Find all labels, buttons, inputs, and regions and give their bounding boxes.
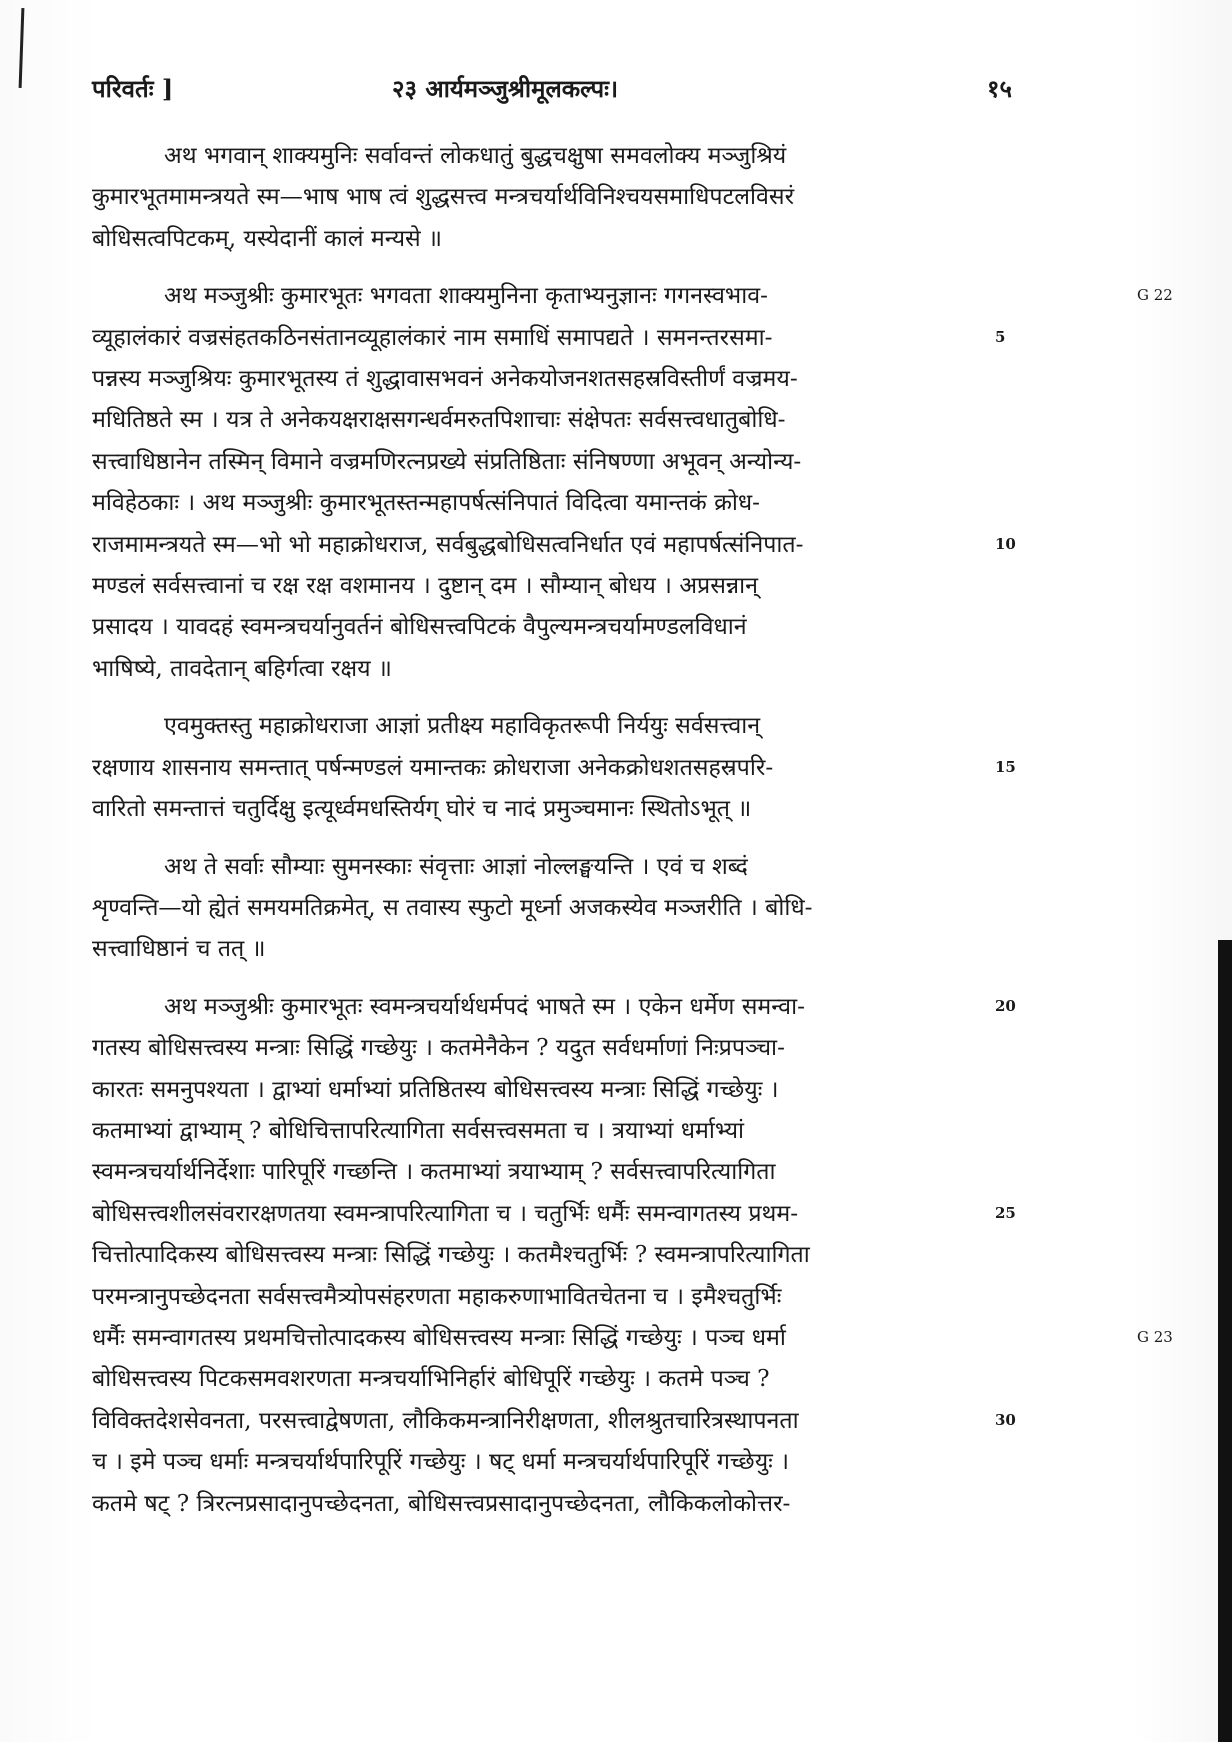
text-line xyxy=(92,1110,992,1151)
line-text: प्रसादय । यावदहं स्वमन्त्रचर्यानुवर्तनं बोधिसत्त्वपिटकं वैपुल्यमन्त्रचर्यामण्डलविधानं xyxy=(92,613,747,641)
line-text: कतमाभ्यां द्वाभ्याम् ? बोधिचित्तापरित्यागिता सर्वसत्त्वसमता च । त्रयाभ्यां धर्माभ्यां xyxy=(92,1116,745,1144)
line-text: राजमामन्त्रयते स्म—भो भो महाक्रोधराज, सर्वबुद्धबोधिसत्वनिर्धात एवं महापर्षत्संनिपात- xyxy=(92,530,804,558)
text-line xyxy=(92,928,992,969)
line-text: बोधिसत्वपिटकम्, यस्येदानीं कालं मन्यसे ॥ xyxy=(92,224,442,252)
paragraph xyxy=(92,986,1173,1524)
margin-reference: G 23 xyxy=(1137,1327,1173,1346)
line-text: व्यूहालंकारं वज्रसंहतकठिनसंतानव्यूहालंकारं नाम समाधिं समापद्यते । समनन्तरसमा- xyxy=(92,323,773,351)
line-text: बोधिसत्त्वशीलसंवरारक्षणतया स्वमन्त्रापरित्यागिता च । चतुर्भिः धर्मैः समन्वागतस्य प्रथम- xyxy=(92,1199,799,1227)
line-text: सत्त्वाधिष्ठानं च तत् ॥ xyxy=(92,935,266,963)
text-line xyxy=(92,317,1006,358)
line-text: भाषिष्ये, तावदेतान् बहिर्गत्वा रक्षय ॥ xyxy=(92,654,392,682)
line-number: 15 xyxy=(995,757,1016,776)
paragraph xyxy=(92,275,1173,689)
text-line xyxy=(92,565,992,606)
line-number: 20 xyxy=(995,996,1016,1015)
line-number: 25 xyxy=(995,1203,1016,1222)
text-line xyxy=(92,648,992,689)
text-line xyxy=(92,218,992,259)
line-text: मधितिष्ठते स्म । यत्र ते अनेकयक्षराक्षसगन्धर्वमरुतपिशाचाः संक्षेपतः सर्वसत्त्वधातुबोधि- xyxy=(92,406,786,434)
text-line xyxy=(92,1069,992,1110)
line-text: परमन्त्रानुपच्छेदनता सर्वसत्त्वमैत्र्योपसंहरणता महाकरुणाभावितचेतना च । इमैश्चतुर्भिः xyxy=(92,1282,782,1310)
line-text: अथ मञ्जुश्रीः कुमारभूतः स्वमन्त्रचर्यार्थधर्मपदं भाषते स्म । एकेन धर्मेण समन्वा- xyxy=(164,992,805,1020)
text-line xyxy=(92,887,992,928)
text-line xyxy=(92,788,992,829)
text-line xyxy=(92,1483,992,1524)
text-line xyxy=(92,482,992,523)
line-text: गतस्य बोधिसत्त्वस्य मन्त्राः सिद्धिं गच्छेयुः । कतमेनैकेन ? यदुत सर्वधर्माणां निःप्रपञ्चा- xyxy=(92,1034,785,1062)
line-text: मविहेठकाः । अथ मञ्जुश्रीः कुमारभूतस्तन्महापर्षत्संनिपातं विदित्वा यमान्तकं क्रोध- xyxy=(92,489,761,517)
line-text: वारितो समन्तात्तं चतुर्दिक्षु इत्यूर्ध्वमधस्तिर्यग् घोरं च नादं प्रमुञ्चमानः स्थितोऽभूत् ॥ xyxy=(92,795,752,823)
line-text: चित्तोत्पादिकस्य बोधिसत्त्वस्य मन्त्राः सिद्धिं गच्छेयुः । कतमैश्चतुर्भिः ? स्वमन्त्रापरित्यागिता xyxy=(92,1241,810,1269)
text-line xyxy=(92,1358,992,1399)
text-line xyxy=(92,747,1016,788)
line-text: पन्नस्य मञ्जुश्रियः कुमारभूतस्य तं शुद्धावासभवनं अनेकयोजनशतसहस्रविस्तीर्णं वज्रमय- xyxy=(92,365,798,393)
line-text: कारतः समनुपश्यता । द्वाभ्यां धर्माभ्यां प्रतिष्ठितस्य बोधिसत्त्वस्य मन्त्राः सिद्धिं गच्छेयुः । xyxy=(92,1075,779,1103)
book-title: २३ आर्यमञ्जुश्रीमूलकल्पः। xyxy=(392,74,619,103)
text-line xyxy=(92,606,992,647)
line-text: कतमे षट् ? त्रिरत्नप्रसादानुपच्छेदनता, बोधिसत्त्वप्रसादानुपच्छेदनता, लौकिकलोकोत्तर- xyxy=(92,1489,791,1517)
text-line xyxy=(92,1441,992,1482)
text-line xyxy=(92,441,992,482)
line-number: 5 xyxy=(995,327,1006,346)
body-text xyxy=(92,135,1173,1540)
text-line xyxy=(92,986,1016,1027)
text-line xyxy=(92,846,992,887)
line-text: अथ मञ्जुश्रीः कुमारभूतः भगवता शाक्यमुनिना कृताभ्यनुज्ञानः गगनस्वभाव- xyxy=(164,282,768,310)
text-line xyxy=(92,176,992,217)
text-line xyxy=(92,275,1173,316)
page-number: १५ xyxy=(987,74,1012,103)
line-text: बोधिसत्त्वस्य पिटकसमवशरणता मन्त्रचर्याभिनिर्हारं बोधिपूरिं गच्छेयुः । कतमे पञ्च ? xyxy=(92,1365,770,1393)
text-line xyxy=(92,1400,1016,1441)
line-text: मण्डलं सर्वसत्त्वानां च रक्ष रक्ष वशमानय । दुष्टान् दम । सौम्यान् बोधय । अप्रसन्नान् xyxy=(92,572,759,600)
paragraph xyxy=(92,705,1016,829)
text-line xyxy=(92,1151,992,1192)
line-text: अथ ते सर्वाः सौम्याः सुमनस्काः संवृत्ताः आज्ञां नोल्लङ्घयन्ति । एवं च शब्दं xyxy=(164,852,748,880)
text-line xyxy=(92,524,1016,565)
text-line xyxy=(92,135,992,176)
line-text: शृण्वन्ति—यो ह्येतं समयमतिक्रमेत्, स तवास्य स्फुटो मूर्ध्ना अजकस्येव मञ्जरीति । बोधि- xyxy=(92,893,813,921)
section-label: परिवर्तः ] xyxy=(92,74,174,103)
line-text: विविक्तदेशसेवनता, परसत्त्वाद्वेषणता, लौकिकमन्त्रानिरीक्षणता, शीलश्रुतचारित्रस्थापनता xyxy=(92,1406,799,1434)
line-text: सत्त्वाधिष्ठानेन तस्मिन् विमाने वज्रमणिरत्नप्रख्ये संप्रतिष्ठिताः संनिषण्णा अभूवन् अन्योन्य- xyxy=(92,447,802,475)
text-line xyxy=(92,1027,992,1068)
line-number: 10 xyxy=(995,534,1016,553)
text-line xyxy=(92,1193,1016,1234)
text-line xyxy=(92,399,992,440)
scan-artifact-mark xyxy=(19,8,25,88)
line-text: अथ भगवान् शाक्यमुनिः सर्वावन्तं लोकधातुं बुद्धचक्षुषा समवलोक्य मञ्जुश्रियं xyxy=(164,142,787,169)
scan-edge-shadow xyxy=(1218,940,1232,1742)
text-line xyxy=(92,1276,992,1317)
margin-reference: G 22 xyxy=(1137,286,1173,305)
line-text: धर्मैः समन्वागतस्य प्रथमचित्तोत्पादकस्य बोधिसत्त्वस्य मन्त्राः सिद्धिं गच्छेयुः । पञ्च धर्मा xyxy=(92,1323,786,1351)
text-line xyxy=(92,1234,992,1275)
line-text: च । इमे पञ्च धर्माः मन्त्रचर्यार्थपारिपूरिं गच्छेयुः । षट् धर्मा मन्त्रचर्यार्थपारिपूरिं गच्छेयुः । xyxy=(92,1448,789,1476)
line-text: स्वमन्त्रचर्यार्थनिर्देशाः पारिपूरिं गच्छन्ति । कतमाभ्यां त्रयाभ्याम् ? सर्वसत्त्वापरित्यागिता xyxy=(92,1158,776,1186)
running-head xyxy=(92,72,1012,112)
line-text: कुमारभूतमामन्त्रयते स्म—भाष भाष त्वं शुद्धसत्त्व मन्त्रचर्यार्थविनिश्चयसमाधिपटलविसरं xyxy=(92,183,795,211)
text-line xyxy=(92,1317,1173,1358)
paragraph xyxy=(92,846,992,970)
text-line xyxy=(92,358,992,399)
line-text: रक्षणाय शासनाय समन्तात् पर्षन्मण्डलं यमान्तकः क्रोधराजा अनेकक्रोधशतसहस्रपरि- xyxy=(92,753,774,781)
paragraph xyxy=(92,135,992,259)
text-line xyxy=(92,705,992,746)
line-number: 30 xyxy=(995,1410,1016,1429)
line-text: एवमुक्तस्तु महाक्रोधराजा आज्ञां प्रतीक्ष्य महाविकृतरूपी निर्ययुः सर्वसत्त्वान् xyxy=(164,712,761,740)
